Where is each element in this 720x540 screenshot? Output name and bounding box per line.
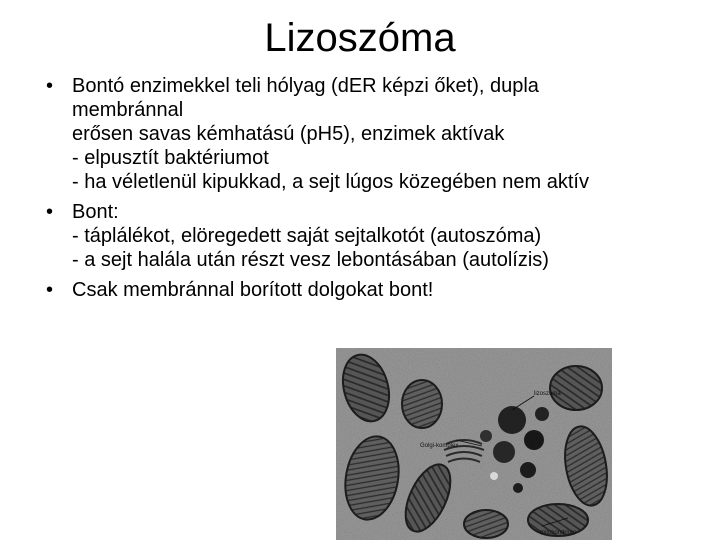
bullet-item (46, 200, 716, 272)
micrograph-drawing (336, 348, 612, 540)
bullet-line: - ha véletlenül kipukkad, a sejt lúgos közegében nem aktív (72, 171, 589, 193)
bullet-line: - elpusztít baktériumot (72, 147, 269, 169)
bullet-dot-icon: • (46, 279, 54, 301)
bullet-item (46, 278, 716, 302)
micrograph-label: Golgi-komplex (420, 443, 459, 449)
bullet-line: - táplálékot, elöregedett saját sejtalkotót (autoszóma) (72, 225, 542, 247)
bullet-list (46, 74, 716, 308)
bullet-line: - a sejt halála után részt vesz lebontásában (autolízis) (72, 249, 549, 271)
micrograph-label: mitokondrium (540, 530, 577, 536)
bullet-dot-icon: • (46, 75, 54, 97)
bullet-line: Bontó enzimekkel teli hólyag (dER képzi őket), dupla (72, 75, 539, 97)
slide-title: Lizoszóma (264, 16, 456, 60)
bullet-line: membránnal (72, 99, 184, 121)
bullet-item (46, 74, 716, 194)
bullet-line: Bont: (72, 201, 119, 223)
micrograph-image (336, 348, 612, 540)
bullet-dot-icon: • (46, 201, 54, 223)
micrograph-label: lizoszóma (534, 391, 561, 397)
bullet-line: erősen savas kémhatású (pH5), enzimek aktívak (72, 123, 505, 145)
bullet-line: Csak membránnal borított dolgokat bont! (72, 279, 434, 301)
